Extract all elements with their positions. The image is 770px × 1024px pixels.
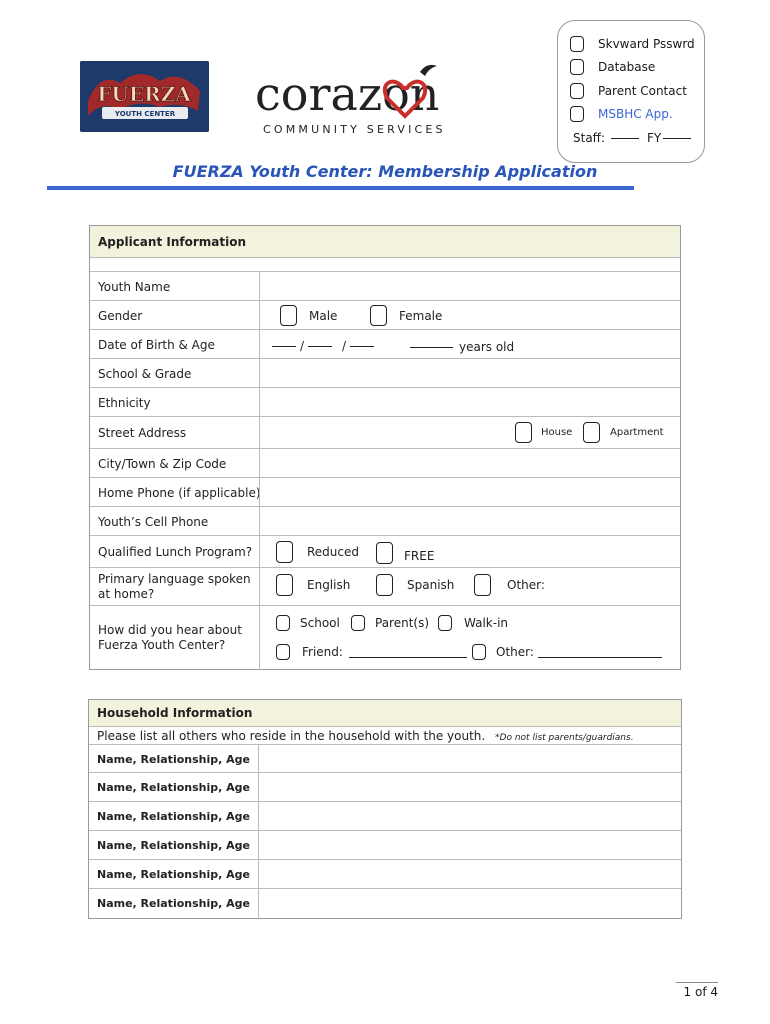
cell-divider <box>259 507 260 535</box>
referral-friend-option[interactable] <box>276 644 467 660</box>
option-label: Other: <box>496 645 534 659</box>
staff-item <box>570 59 655 75</box>
applicant-header <box>90 226 680 258</box>
checkbox[interactable] <box>351 615 365 631</box>
checkbox[interactable] <box>515 422 532 443</box>
gender-female-option[interactable] <box>370 305 442 326</box>
row-youth-name <box>90 272 680 301</box>
household-member-row <box>89 773 681 802</box>
household-member-label: Name, Relationship, Age <box>97 810 250 823</box>
title-rule <box>47 186 634 190</box>
city-label: City/Town & Zip Code <box>98 457 227 471</box>
lunch-free-option[interactable] <box>376 542 434 564</box>
cell-divider <box>259 606 260 670</box>
household-member-field[interactable] <box>259 773 681 801</box>
household-header-text: Household Information <box>97 706 253 720</box>
row-street <box>90 417 680 449</box>
fuerza-logo-sub: YOUTH CENTER <box>114 110 176 118</box>
checkbox[interactable] <box>474 574 491 596</box>
checkbox[interactable] <box>276 615 290 631</box>
option-label: Friend: <box>302 645 343 659</box>
referral-label-line: Fuerza Youth Center? <box>98 638 226 652</box>
household-member-label: Name, Relationship, Age <box>97 839 250 852</box>
gender-male-option[interactable] <box>280 305 337 326</box>
staff-checklist <box>557 20 705 163</box>
row-school <box>90 359 680 388</box>
dob-separator: / <box>300 339 305 353</box>
household-member-field[interactable] <box>259 802 681 830</box>
option-label: Parent(s) <box>375 616 430 630</box>
household-note: *Do not list parents/guardians. <box>495 733 634 743</box>
household-member-field[interactable] <box>259 860 681 888</box>
checkbox[interactable] <box>570 106 584 122</box>
checkbox[interactable] <box>276 541 293 563</box>
language-label-line: Primary language spoken <box>98 572 251 586</box>
dob-separator: / <box>342 339 347 353</box>
household-member-row <box>89 744 681 773</box>
cell-divider <box>259 359 260 387</box>
other-field[interactable] <box>538 656 662 658</box>
option-label: School <box>300 616 340 630</box>
household-instructions-row <box>89 727 681 744</box>
home-phone-label: Home Phone (if applicable) <box>98 486 261 500</box>
row-lunch <box>90 536 680 568</box>
staff-item-label: Database <box>598 60 656 74</box>
household-member-field[interactable] <box>259 831 681 859</box>
fy-label: FY <box>647 131 662 145</box>
checkbox[interactable] <box>438 615 452 631</box>
checkbox[interactable] <box>583 422 600 443</box>
checkbox[interactable] <box>472 644 486 660</box>
referral-label <box>98 623 242 653</box>
checkbox[interactable] <box>570 59 584 75</box>
language-spanish-option[interactable] <box>376 574 454 596</box>
cell-divider <box>259 330 260 358</box>
fy-field[interactable] <box>663 137 691 139</box>
option-label: Spanish <box>407 578 455 592</box>
household-member-field[interactable] <box>259 889 681 918</box>
corazon-logo <box>255 58 470 138</box>
staff-item-label: Skvward Psswrd <box>598 37 695 51</box>
cell-divider <box>259 301 260 329</box>
applicant-info-table <box>89 225 681 670</box>
option-label: Male <box>309 308 338 323</box>
staff-item <box>570 106 673 122</box>
household-instructions-text: Please list all others who reside in the household with the youth. <box>97 729 486 743</box>
language-label <box>98 572 251 602</box>
school-label: School & Grade <box>98 367 192 381</box>
staff-item-label: MSBHC App. <box>598 107 673 121</box>
row-city <box>90 449 680 478</box>
referral-parents-option[interactable] <box>351 615 429 631</box>
cell-divider <box>259 417 260 448</box>
row-cell-phone <box>90 507 680 536</box>
referral-label-line: How did you hear about <box>98 623 242 637</box>
apartment-option[interactable] <box>583 422 664 443</box>
fuerza-logo <box>80 61 209 132</box>
household-member-row <box>89 860 681 889</box>
option-label: Reduced <box>307 545 360 559</box>
household-member-row <box>89 889 681 918</box>
gender-label: Gender <box>98 309 143 323</box>
option-label: Walk-in <box>464 616 509 630</box>
staff-item <box>570 83 687 99</box>
household-member-field[interactable] <box>259 745 681 772</box>
household-member-label: Name, Relationship, Age <box>97 753 250 766</box>
house-option[interactable] <box>515 422 572 443</box>
option-label: Other: <box>507 578 545 592</box>
lunch-reduced-option[interactable] <box>276 541 359 563</box>
age-field[interactable] <box>410 340 514 354</box>
option-label: English <box>307 578 351 592</box>
checkbox[interactable] <box>276 644 290 660</box>
cell-divider <box>259 478 260 506</box>
language-other-option[interactable] <box>474 574 545 596</box>
household-info-table <box>88 699 682 919</box>
household-member-label: Name, Relationship, Age <box>97 897 250 910</box>
page-number: 1 of 4 <box>676 982 718 999</box>
household-header <box>89 700 681 727</box>
referral-walkin-option[interactable] <box>438 615 508 631</box>
friend-field[interactable] <box>349 656 467 658</box>
row-dob <box>90 330 680 359</box>
ethnicity-label: Ethnicity <box>98 396 151 410</box>
corazon-logo-word: corazon <box>255 67 440 121</box>
fuerza-logo-word: FUERZA <box>97 82 191 106</box>
household-member-label: Name, Relationship, Age <box>97 868 250 881</box>
applicant-header-text: Applicant Information <box>98 235 246 249</box>
cell-divider <box>259 388 260 416</box>
staff-item-label: Parent Contact <box>598 84 687 98</box>
corazon-logo-sub: COMMUNITY SERVICES <box>263 123 446 136</box>
language-label-line: at home? <box>98 587 155 601</box>
cell-divider <box>259 568 260 605</box>
staff-fy-row <box>573 131 691 145</box>
dob-label: Date of Birth & Age <box>98 338 215 352</box>
lunch-label: Qualified Lunch Program? <box>98 545 253 559</box>
cell-phone-label: Youth’s Cell Phone <box>98 515 209 529</box>
household-member-label: Name, Relationship, Age <box>97 781 250 794</box>
years-old-label: years old <box>459 340 515 354</box>
row-ethnicity <box>90 388 680 417</box>
option-label: Female <box>399 308 443 323</box>
row-gender <box>90 301 680 330</box>
option-label: Apartment <box>610 427 664 438</box>
cell-divider <box>259 449 260 477</box>
page-title: FUERZA Youth Center: Membership Application <box>172 162 598 181</box>
checkbox[interactable] <box>376 542 393 564</box>
language-english-option[interactable] <box>276 574 350 596</box>
youth-name-label: Youth Name <box>98 280 171 294</box>
street-label: Street Address <box>98 426 187 440</box>
cell-divider <box>259 272 260 300</box>
checkbox[interactable] <box>370 305 387 326</box>
referral-other-option[interactable] <box>472 644 662 660</box>
household-member-row <box>89 802 681 831</box>
checkbox[interactable] <box>570 83 584 99</box>
checkbox[interactable] <box>276 574 293 596</box>
staff-label: Staff: <box>573 131 605 145</box>
household-instructions <box>97 729 634 743</box>
dob-field[interactable] <box>272 339 374 353</box>
staff-item <box>570 36 695 52</box>
spacer-row <box>90 258 680 272</box>
row-home-phone <box>90 478 680 507</box>
referral-school-option[interactable] <box>276 615 340 631</box>
option-label: FREE <box>404 549 435 563</box>
household-member-row <box>89 831 681 860</box>
checkbox[interactable] <box>376 574 393 596</box>
staff-field[interactable] <box>611 137 639 139</box>
row-referral <box>90 606 680 670</box>
cell-divider <box>259 536 260 567</box>
checkbox[interactable] <box>280 305 297 326</box>
option-label: House <box>541 427 573 438</box>
row-language <box>90 568 680 606</box>
checkbox[interactable] <box>570 36 584 52</box>
